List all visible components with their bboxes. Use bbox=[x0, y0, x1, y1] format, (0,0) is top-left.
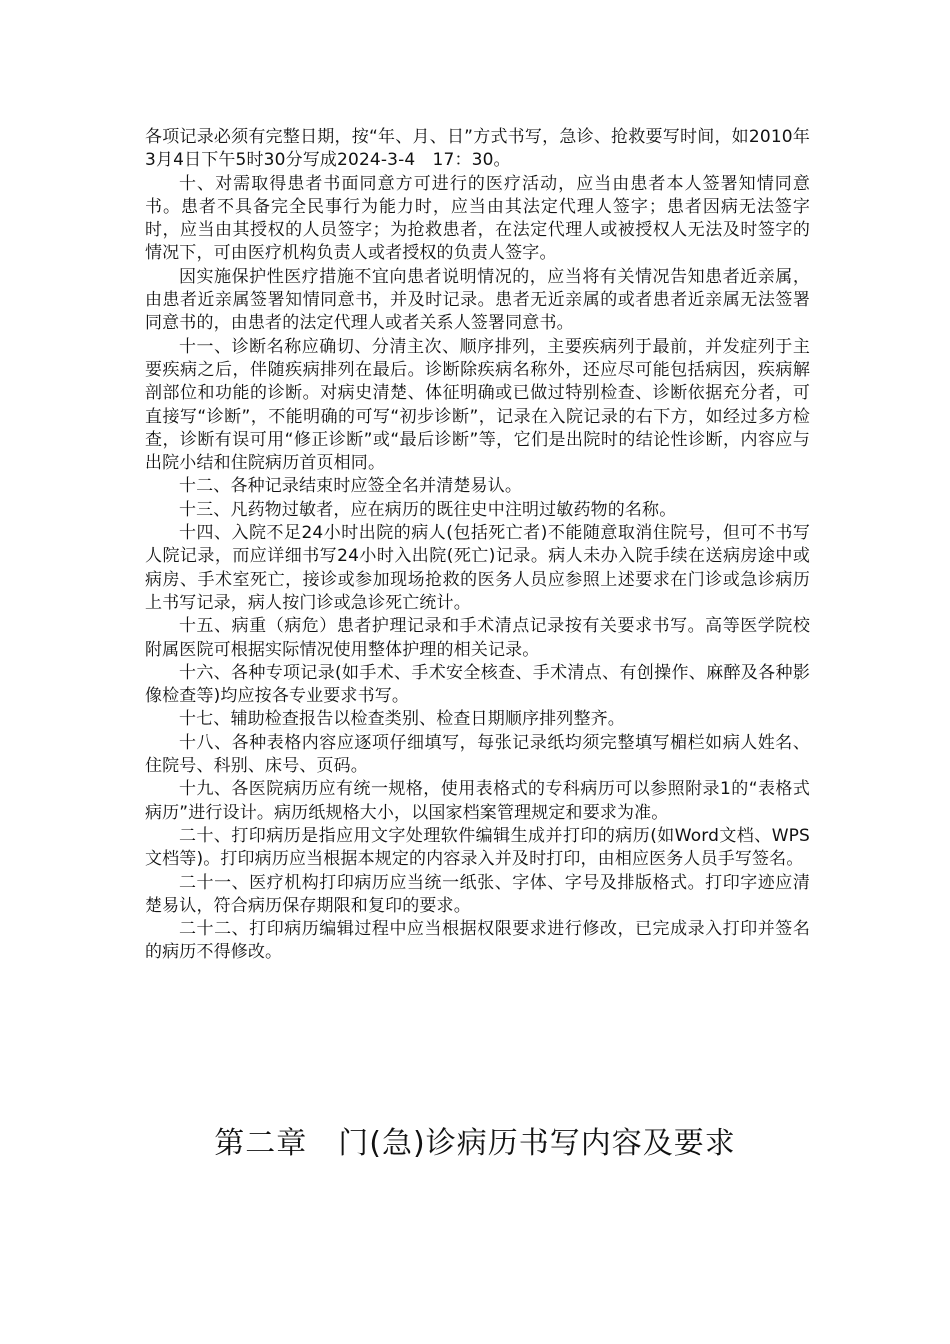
paragraph-item-22: 二十二、打印病历编辑过程中应当根据权限要求进行修改，已完成录入打印并签名的病历不得修改。 bbox=[145, 919, 810, 963]
paragraph-item-19: 十九、各医院病历应有统一规格，使用表格式的专科病历可以参照附录1的“表格式病历”进行设计。病历纸规格大小，以国家档案管理规定和要求为准。 bbox=[145, 779, 810, 823]
paragraph-item-17: 十七、辅助检查报告以检查类别、检查日期顺序排列整齐。 bbox=[179, 709, 625, 730]
paragraph-item-15: 十五、病重（病危）患者护理记录和手术清点记录按有关要求书写。高等医学院校附属医院可根据实际情况使用整体护理的相关记录。 bbox=[145, 616, 810, 660]
body-text bbox=[145, 126, 810, 965]
paragraph-item-18: 十八、各种表格内容应逐项仔细填写，每张记录纸均须完整填写楣栏如病人姓名、住院号、科别、床号、页码。 bbox=[145, 732, 810, 777]
paragraph-item-12: 十二、各种记录结束时应签全名并清楚易认。 bbox=[179, 476, 522, 497]
paragraph-item-10: 十、对需取得患者书面同意方可进行的医疗活动，应当由患者本人签署知情同意书。患者不具备完全民事行为能力时，应当由其法定代理人签字；患者因病无法签字时，应当由其授权的人员签字；为抢救患者，在法定代理人或被授权人无法及时签字的情况下，可由医疗机构负责人或者授权的负责人签字。 bbox=[145, 173, 810, 264]
paragraph-item-11: 十一、诊断名称应确切、分清主次、顺序排列，主要疾病列于最前，并发症列于主要疾病之后，伴随疾病排列在最后。诊断除疾病名称外，还应尽可能包括病因，疾病解剖部位和功能的诊断。对病史清楚、体征明确或已做过特别检查、诊断依据充分者，可直接写“诊断”，不能明确的可写“初步诊断”，记录在入院记录的右下方，如经过多方检查，诊断有误可用“修正诊断”或“最后诊断”等，它们是出院时的结论性诊断，内容应与出院小结和住院病历首页相同。 bbox=[145, 336, 810, 474]
paragraph-protective-care: 因实施保护性医疗措施不宜向患者说明情况的，应当将有关情况告知患者近亲属，由患者近亲属签署知情同意书，并及时记录。患者无近亲属的或者患者近亲属无法签署同意书的，由患者的法定代理人或者关系人签署同意书。 bbox=[145, 266, 810, 334]
chapter-heading: 第二章 门(急)诊病历书写内容及要求 bbox=[214, 1126, 736, 1161]
paragraph-item-16: 十六、各种专项记录(如手术、手术安全核查、手术清点、有创操作、麻醉及各种影像检查等)均应按各专业要求书写。 bbox=[145, 662, 810, 707]
paragraph-item-14: 十四、入院不足24小时出院的病人(包括死亡者)不能随意取消住院号，但可不书写人院记录，而应详细书写24小时入出院(死亡)记录。病人未办入院手续在送病房途中或病房、手术室死亡，接诊或参加现场抢救的医务人员应参照上述要求在门诊或急诊病历上书写记录，病人按门诊或急诊死亡统计。 bbox=[145, 523, 810, 613]
paragraph-item-13: 十三、凡药物过敏者，应在病历的既往史中注明过敏药物的名称。 bbox=[179, 499, 677, 520]
paragraph-date-format: 各项记录必须有完整日期，按“年、月、日”方式书写，急诊、抢救要写时间，如2010年3月4日下午5时30分写成2024-3-4 17：30。 bbox=[145, 127, 810, 171]
paragraph-item-20: 二十、打印病历是指应用文字处理软件编辑生成并打印的病历(如Word文档、WPS文档等)。打印病历应当根据本规定的内容录入并及时打印，由相应医务人员手写签名。 bbox=[145, 825, 810, 870]
paragraph-item-21: 二十一、医疗机构打印病历应当统一纸张、字体、字号及排版格式。打印字迹应清楚易认，符合病历保存期限和复印的要求。 bbox=[145, 872, 810, 916]
